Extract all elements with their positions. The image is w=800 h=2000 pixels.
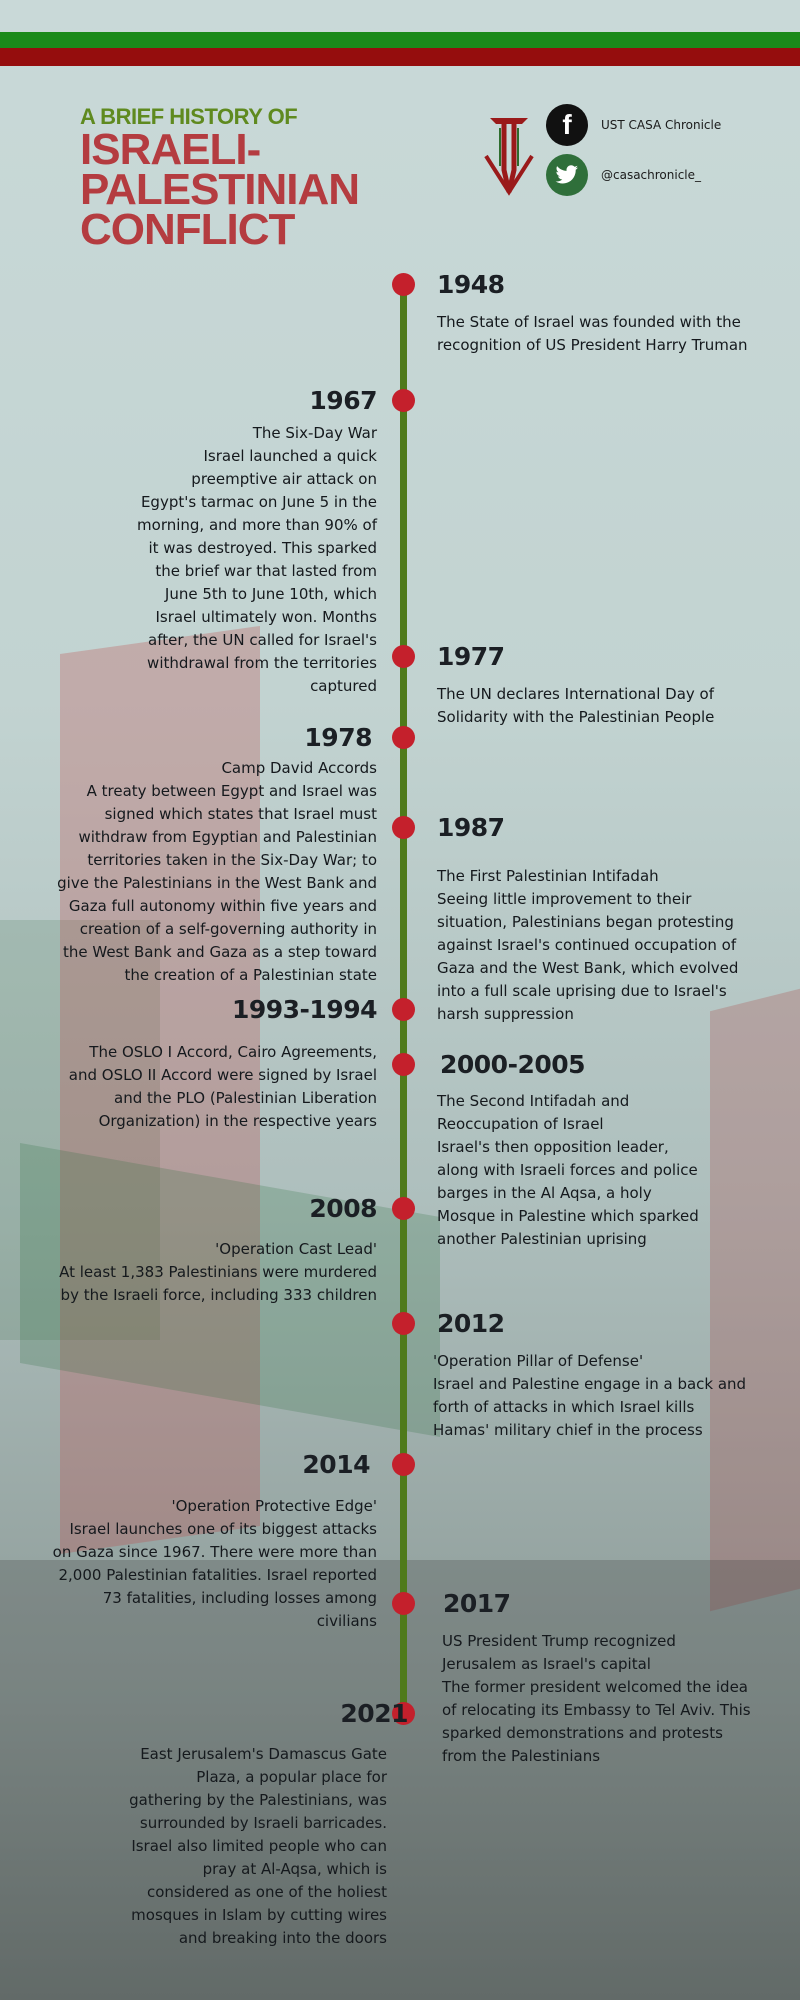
event-line: The OSLO I Accord, Cairo Agreements, xyxy=(89,1043,377,1061)
event-line: into a full scale uprising due to Israel's xyxy=(437,982,727,1000)
event-line: withdraw from Egyptian and Palestinian xyxy=(78,828,377,846)
event-line: Israel and Palestine engage in a back and xyxy=(433,1375,747,1393)
logo-emblem-icon xyxy=(482,108,536,198)
event-line: 'Operation Protective Edge' xyxy=(171,1497,377,1515)
event-line: The State of Israel was founded with the xyxy=(437,313,741,331)
event-line: of relocating its Embassy to Tel Aviv. This xyxy=(442,1701,751,1719)
event-line: The First Palestinian Intifadah xyxy=(437,867,659,885)
title-line-2: PALESTINIAN xyxy=(80,165,360,214)
event-line: East Jerusalem's Damascus Gate xyxy=(140,1745,387,1763)
event-line: preemptive air attack on xyxy=(191,470,377,488)
event-desc-2014 xyxy=(53,1495,377,1633)
top-stripe-green xyxy=(0,32,800,48)
event-year-1993-1994: 1993-1994 xyxy=(231,995,377,1024)
background-flag-right xyxy=(710,989,800,1611)
event-line: against Israel's continued occupation of xyxy=(437,936,737,954)
timeline-dot-2017 xyxy=(392,1592,415,1615)
event-line: along with Israeli forces and police xyxy=(437,1161,698,1179)
event-line: the West Bank and Gaza as a step toward xyxy=(62,943,377,961)
timeline-dot-1993-1994 xyxy=(392,998,415,1021)
event-desc-1977 xyxy=(437,683,714,729)
event-line: Seeing little improvement to their xyxy=(437,890,692,908)
event-line: another Palestinian uprising xyxy=(437,1230,647,1248)
event-line: forth of attacks in which Israel kills xyxy=(433,1398,695,1416)
event-line: from the Palestinians xyxy=(442,1747,601,1765)
event-year-2021: 2021 xyxy=(340,1699,408,1728)
event-line: and the PLO (Palestinian Liberation xyxy=(114,1089,377,1107)
event-year-1987: 1987 xyxy=(437,813,505,842)
event-line: 2,000 Palestinian fatalities. Israel reported xyxy=(58,1566,377,1584)
event-year-2000-2005: 2000-2005 xyxy=(440,1050,586,1079)
event-desc-1967 xyxy=(137,422,377,698)
timeline-dot-1967 xyxy=(392,389,415,412)
event-line: withdrawal from the territories xyxy=(147,654,377,672)
event-desc-1978 xyxy=(57,757,377,987)
event-line: Camp David Accords xyxy=(221,759,377,777)
event-line: Israel's then opposition leader, xyxy=(437,1138,669,1156)
twitter-handle: @casachronicle_ xyxy=(601,168,702,182)
event-line: morning, and more than 90% of xyxy=(137,516,377,534)
event-line: and breaking into the doors xyxy=(178,1929,387,1947)
title-line-3: CONFLICT xyxy=(80,205,295,254)
event-line: US President Trump recognized xyxy=(442,1632,676,1650)
event-line: and OSLO II Accord were signed by Israel xyxy=(68,1066,377,1084)
event-year-2008: 2008 xyxy=(309,1194,377,1223)
event-year-1977: 1977 xyxy=(437,642,505,671)
event-line: Solidarity with the Palestinian People xyxy=(437,708,715,726)
event-line: At least 1,383 Palestinians were murdered xyxy=(59,1263,377,1281)
event-line: Egypt's tarmac on June 5 in the xyxy=(140,493,377,511)
event-line: recognition of US President Harry Truman xyxy=(437,336,748,354)
event-line: 'Operation Pillar of Defense' xyxy=(433,1352,644,1370)
event-desc-2017 xyxy=(442,1630,751,1768)
event-line: situation, Palestinians began protesting xyxy=(437,913,734,931)
event-line: on Gaza since 1967. There were more than xyxy=(52,1543,377,1561)
timeline-dot-1948 xyxy=(392,273,415,296)
event-line: Organization) in the respective years xyxy=(98,1112,377,1130)
timeline-dot-2000-2005 xyxy=(392,1053,415,1076)
event-line: harsh suppression xyxy=(437,1005,574,1023)
timeline-dot-1987 xyxy=(392,816,415,839)
event-line: The Six-Day War xyxy=(252,424,377,442)
event-line: the brief war that lasted from xyxy=(155,562,377,580)
twitter-icon[interactable] xyxy=(546,154,588,196)
event-line: gathering by the Palestinians, was xyxy=(129,1791,387,1809)
title-kicker: A BRIEF HISTORY OF xyxy=(80,104,298,129)
event-line: sparked demonstrations and protests xyxy=(442,1724,723,1742)
event-desc-2000-2005 xyxy=(437,1090,699,1251)
event-year-2017: 2017 xyxy=(443,1589,511,1618)
facebook-icon[interactable]: f xyxy=(546,104,588,146)
event-line: pray at Al-Aqsa, which is xyxy=(202,1860,387,1878)
event-desc-2021 xyxy=(129,1743,387,1950)
event-line: Mosque in Palestine which sparked xyxy=(437,1207,699,1225)
event-line: Hamas' military chief in the process xyxy=(433,1421,703,1439)
event-line: mosques in Islam by cutting wires xyxy=(131,1906,387,1924)
event-line: creation of a self-governing authority in xyxy=(79,920,377,938)
event-line: civilians xyxy=(316,1612,377,1630)
event-line: barges in the Al Aqsa, a holy xyxy=(437,1184,652,1202)
title-line-1: ISRAELI- xyxy=(80,125,261,174)
event-desc-2008 xyxy=(59,1238,377,1307)
event-line: 73 fatalities, including losses among xyxy=(102,1589,377,1607)
event-desc-1987 xyxy=(437,865,738,1026)
event-line: surrounded by Israeli barricades. xyxy=(139,1814,387,1832)
facebook-handle: UST CASA Chronicle xyxy=(601,118,722,132)
event-year-1948: 1948 xyxy=(437,270,505,299)
event-line: The Second Intifadah and xyxy=(437,1092,630,1110)
event-year-2014: 2014 xyxy=(302,1450,370,1479)
event-desc-2012 xyxy=(433,1350,746,1442)
event-line: Plaza, a popular place for xyxy=(196,1768,387,1786)
event-line: Israel also limited people who can xyxy=(131,1837,387,1855)
event-line: Reoccupation of Israel xyxy=(437,1115,604,1133)
event-line: The UN declares International Day of xyxy=(437,685,714,703)
event-line: Gaza full autonomy within five years and xyxy=(68,897,377,915)
event-line: by the Israeli force, including 333 children xyxy=(60,1286,377,1304)
event-line: considered as one of the holiest xyxy=(146,1883,387,1901)
event-line: territories taken in the Six-Day War; to xyxy=(87,851,377,869)
timeline-dot-1977 xyxy=(392,645,415,668)
event-year-2012: 2012 xyxy=(437,1309,505,1338)
event-line: Israel launches one of its biggest attacks xyxy=(69,1520,377,1538)
timeline-dot-2014 xyxy=(392,1453,415,1476)
event-line: give the Palestinians in the West Bank and xyxy=(57,874,377,892)
event-year-1967: 1967 xyxy=(309,386,377,415)
event-line: Israel ultimately won. Months xyxy=(155,608,377,626)
event-line: the creation of a Palestinian state xyxy=(124,966,377,984)
event-line: A treaty between Egypt and Israel was xyxy=(86,782,377,800)
timeline-dot-2012 xyxy=(392,1312,415,1335)
event-line: 'Operation Cast Lead' xyxy=(215,1240,377,1258)
timeline-dot-1978 xyxy=(392,726,415,749)
top-stripe-red xyxy=(0,48,800,66)
page-title xyxy=(80,125,360,254)
event-line: June 5th to June 10th, which xyxy=(164,585,377,603)
event-line: after, the UN called for Israel's xyxy=(148,631,377,649)
event-line: Israel launched a quick xyxy=(203,447,377,465)
event-line: it was destroyed. This sparked xyxy=(148,539,377,557)
event-line: Gaza and the West Bank, which evolved xyxy=(437,959,739,977)
event-line: The former president welcomed the idea xyxy=(442,1678,748,1696)
timeline-dot-2008 xyxy=(392,1197,415,1220)
event-line: signed which states that Israel must xyxy=(104,805,377,823)
event-line: captured xyxy=(310,677,377,695)
event-line: Jerusalem as Israel's capital xyxy=(442,1655,651,1673)
event-desc-1993-1994 xyxy=(69,1041,377,1133)
event-desc-1948 xyxy=(437,311,748,357)
event-year-1978: 1978 xyxy=(304,723,372,752)
